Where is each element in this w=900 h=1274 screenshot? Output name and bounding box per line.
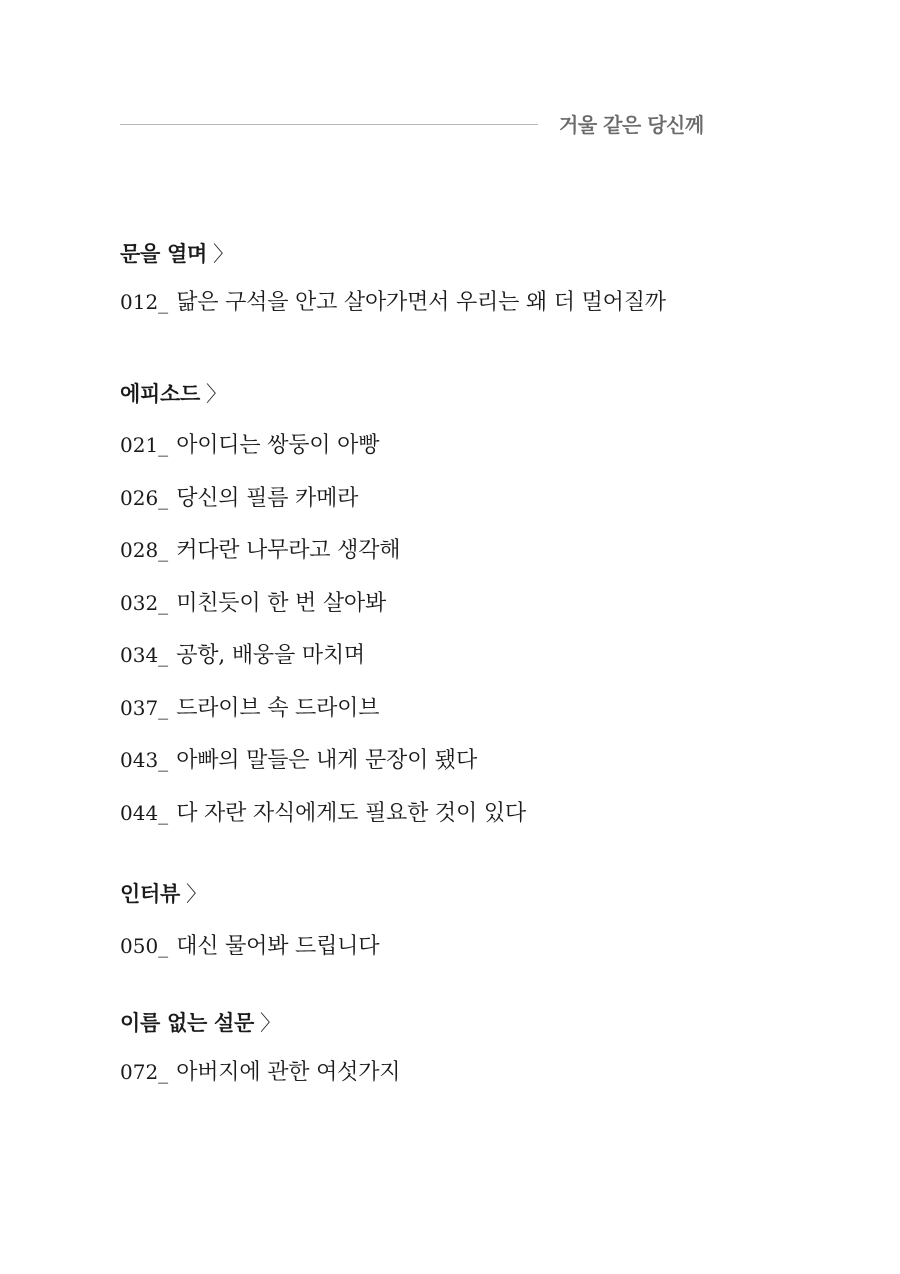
toc-entry[interactable] [120, 481, 358, 512]
toc-entry[interactable] [120, 929, 379, 960]
entry-page-number: 012_ [120, 290, 169, 314]
entry-title: 드라이브 속 드라이브 [176, 696, 380, 721]
entry-title: 당신의 필름 카메라 [176, 486, 359, 511]
entry-page-number: 026_ [120, 486, 169, 510]
entry-page-number: 050_ [120, 934, 169, 958]
header-rule [120, 124, 538, 125]
entry-title: 커다란 나무라고 생각해 [176, 538, 401, 563]
toc-entry[interactable] [120, 796, 526, 827]
toc-entry[interactable] [120, 285, 666, 316]
section-heading-episodes[interactable] [120, 378, 227, 408]
section-heading-opening[interactable] [120, 238, 234, 268]
chevron-right-icon: 〉 [185, 882, 207, 906]
entry-page-number: 034_ [120, 643, 169, 667]
section-heading-interview[interactable] [120, 878, 207, 908]
entry-title: 아이디는 쌍둥이 아빵 [176, 433, 380, 458]
toc-entry[interactable] [120, 533, 400, 564]
entry-title: 아버지에 관한 여섯가지 [176, 1060, 401, 1085]
toc-entry[interactable] [120, 1055, 400, 1086]
toc-entry[interactable] [120, 428, 379, 459]
section-heading-label: 인터뷰 [120, 881, 180, 906]
section-heading-label: 에피소드 [120, 381, 200, 406]
chevron-right-icon: 〉 [259, 1011, 281, 1035]
chevron-right-icon: 〉 [212, 242, 234, 266]
header-title: 거울 같은 당신께 [559, 113, 704, 137]
entry-page-number: 028_ [120, 538, 169, 562]
entry-page-number: 044_ [120, 801, 169, 825]
entry-page-number: 037_ [120, 696, 169, 720]
entry-page-number: 072_ [120, 1060, 169, 1084]
toc-entry[interactable] [120, 586, 386, 617]
entry-page-number: 021_ [120, 433, 169, 457]
entry-title: 미친듯이 한 번 살아봐 [176, 591, 387, 616]
toc-entry[interactable] [120, 743, 477, 774]
toc-entry[interactable] [120, 691, 379, 722]
entry-title: 다 자란 자식에게도 필요한 것이 있다 [176, 801, 526, 826]
entry-page-number: 032_ [120, 591, 169, 615]
chevron-right-icon: 〉 [205, 382, 227, 406]
entry-title: 공항, 배웅을 마치며 [176, 643, 365, 668]
entry-title: 아빠의 말들은 내게 문장이 됐다 [176, 748, 478, 773]
entry-page-number: 043_ [120, 748, 169, 772]
toc-entry[interactable] [120, 638, 365, 669]
section-heading-label: 문을 열며 [120, 241, 207, 266]
entry-title: 대신 물어봐 드립니다 [176, 934, 380, 959]
entry-title: 닮은 구석을 안고 살아가면서 우리는 왜 더 멀어질까 [176, 290, 666, 315]
section-heading-label: 이름 없는 설문 [120, 1010, 254, 1035]
section-heading-survey[interactable] [120, 1007, 281, 1037]
